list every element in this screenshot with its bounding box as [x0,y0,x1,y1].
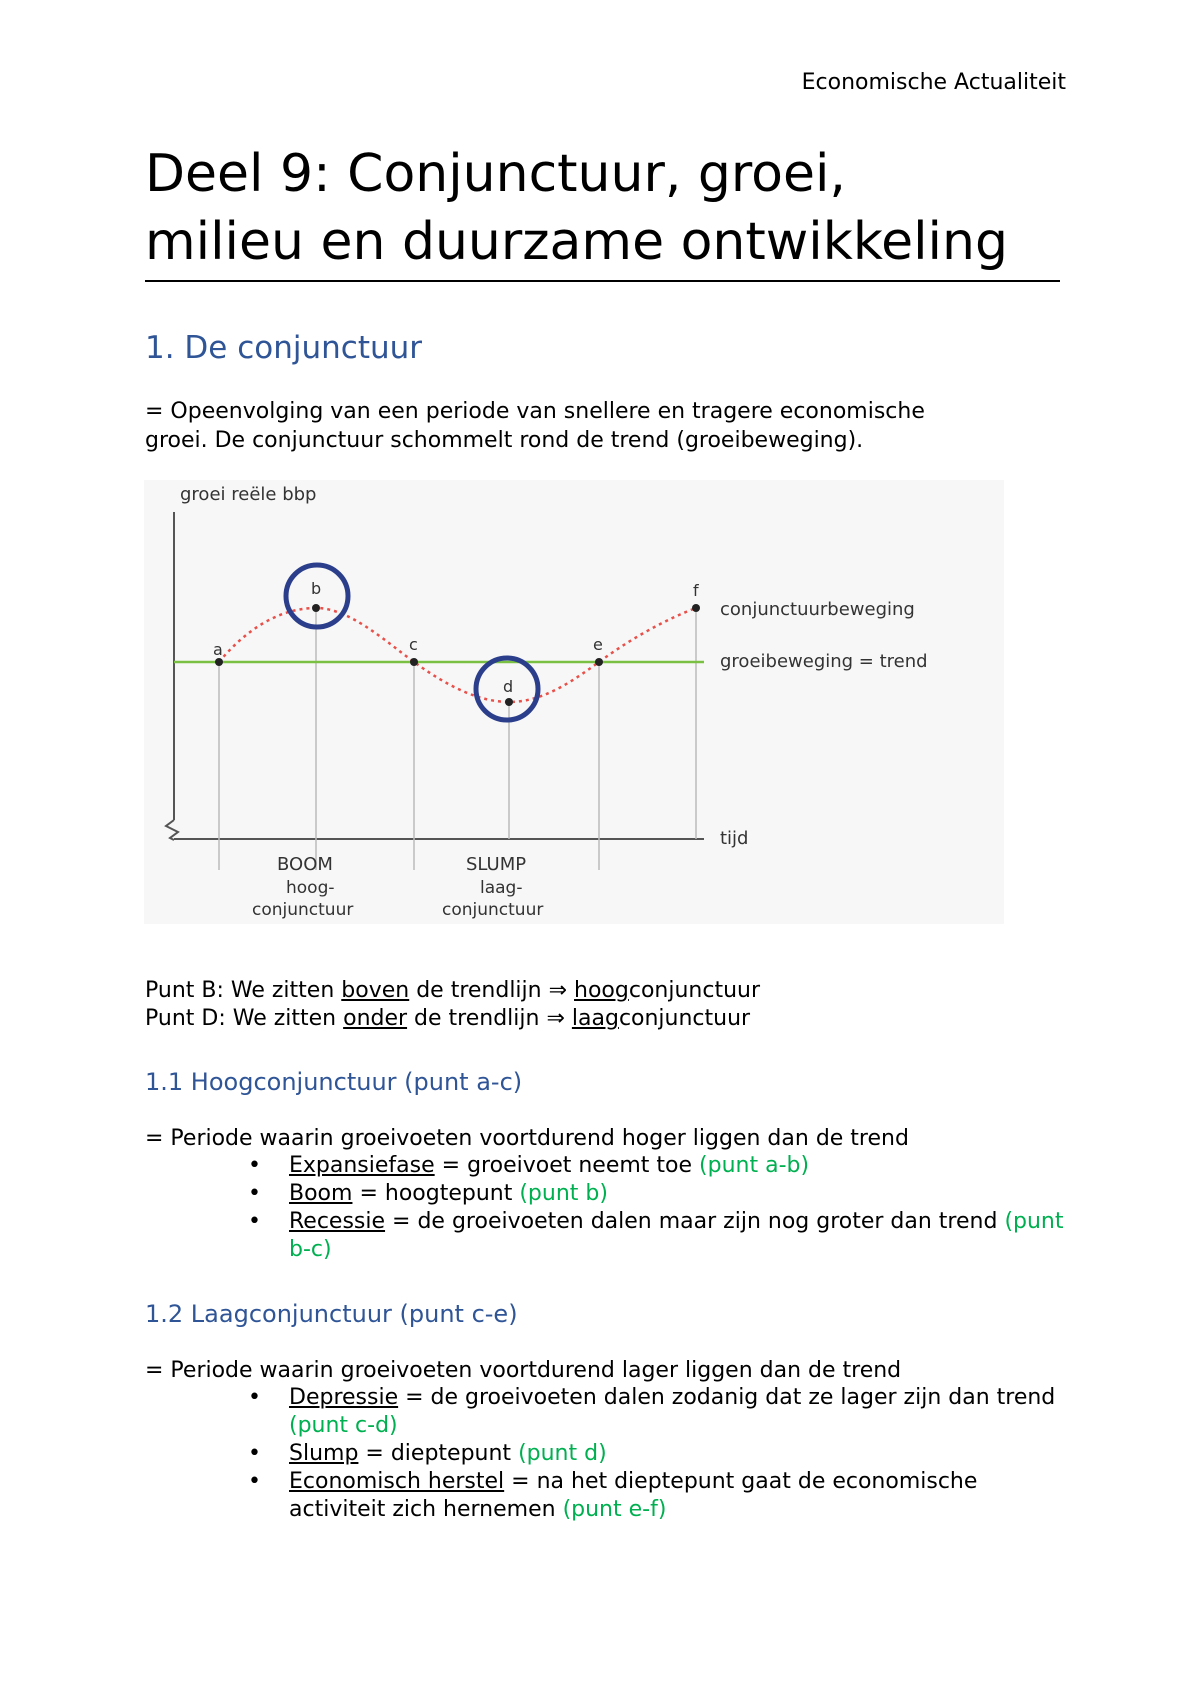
punt-b-boven: boven [341,978,410,1003]
point-c [410,658,418,666]
definition-line-1: = Opeenvolging van een periode van snellere en tragere economische [145,399,925,424]
list-item [248,1384,1068,1440]
label-e: e [593,635,603,654]
point-e [595,658,603,666]
boom-sub-label-2: conjunctuur [252,900,354,920]
cycle-curve [219,608,696,702]
punt-b-suffix: conjunctuur [628,978,761,1003]
document-title [145,140,1060,282]
x-axis-label: tijd [720,828,749,849]
item-text: = groeivoet neemt toe [434,1153,700,1178]
punt-d-mid: de trendlijn ⇒ [407,1006,572,1031]
punt-d-line [145,1004,750,1033]
punt-d-laag: laag [571,1006,619,1031]
item-text: = hoogtepunt [352,1181,520,1206]
item-text: = de groeivoeten dalen zodanig dat ze lager zijn dan trend [398,1385,1056,1410]
list-item [248,1208,1068,1264]
point-b [312,604,320,612]
punt-b-prefix: Punt B: We zitten [145,978,342,1003]
label-b: b [311,579,322,598]
label-f: f [693,581,699,600]
laagconjunctuur-list [248,1384,1068,1524]
term-recessie: Recessie [289,1209,386,1234]
punt-d-suffix: conjunctuur [618,1006,751,1031]
term-economisch-herstel: Economisch herstel [289,1469,505,1494]
business-cycle-svg [144,480,1004,924]
section-heading-conjunctuur: 1. De conjunctuur [145,330,423,366]
list-item [248,1440,1068,1468]
item-text: = na het dieptepunt gaat de economische activiteit zich hernemen [289,1469,978,1522]
cycle-legend-label: conjunctuurbeweging [720,599,915,620]
section-heading-laagconjunctuur: 1.2 Laagconjunctuur (punt c-e) [145,1300,518,1328]
label-d: d [503,677,514,696]
title-line-2: milieu en duurzame ontwikkeling [145,212,1008,272]
y-axis-label: groei reële bbp [180,484,317,505]
item-ref: (punt b) [519,1181,608,1206]
term-expansiefase: Expansiefase [289,1153,435,1178]
point-a [215,658,223,666]
term-depressie: Depressie [289,1385,399,1410]
term-slump: Slump [289,1441,359,1466]
item-text: = dieptepunt [358,1441,519,1466]
business-cycle-diagram [144,480,1004,924]
punt-b-line [145,976,760,1005]
conjunctuur-definition [145,397,925,455]
item-ref: (punt b-c) [289,1209,1064,1262]
running-header: Economische Actualiteit [801,70,1066,95]
boom-label: BOOM [277,854,333,875]
item-ref: (punt e-f) [562,1497,667,1522]
list-item [248,1152,1068,1180]
title-line-1: Deel 9: Conjunctuur, groei, [145,144,846,204]
trend-legend-label: groeibeweging = trend [720,651,928,672]
list-item [248,1468,1068,1524]
axis-break-mark [166,820,178,840]
item-ref: (punt a-b) [699,1153,810,1178]
hoogconjunctuur-list [248,1152,1068,1264]
slump-label: SLUMP [466,854,527,875]
punt-d-prefix: Punt D: We zitten [145,1006,344,1031]
list-item [248,1180,1068,1208]
definition-line-2: groei. De conjunctuur schommelt rond de trend (groeibeweging). [145,428,864,453]
punt-d-onder: onder [343,1006,408,1031]
item-ref: (punt d) [518,1441,607,1466]
item-ref: (punt c-d) [289,1413,398,1438]
hoogconjunctuur-definition: = Periode waarin groeivoeten voortdurend hoger liggen dan de trend [145,1126,909,1151]
slump-sub-label-1: laag- [480,878,523,898]
item-text: = de groeivoeten dalen maar zijn nog groter dan trend [385,1209,1005,1234]
slump-sub-label-2: conjunctuur [442,900,544,920]
punt-b-mid: de trendlijn ⇒ [409,978,575,1003]
point-f [692,604,700,612]
laagconjunctuur-definition: = Periode waarin groeivoeten voortdurend lager liggen dan de trend [145,1358,902,1383]
label-c: c [409,635,418,654]
point-d [505,698,513,706]
boom-sub-label-1: hoog- [286,878,335,898]
punt-b-hoog: hoog [574,978,629,1003]
term-boom: Boom [289,1181,353,1206]
section-heading-hoogconjunctuur: 1.1 Hoogconjunctuur (punt a-c) [145,1068,523,1096]
label-a: a [213,640,223,659]
